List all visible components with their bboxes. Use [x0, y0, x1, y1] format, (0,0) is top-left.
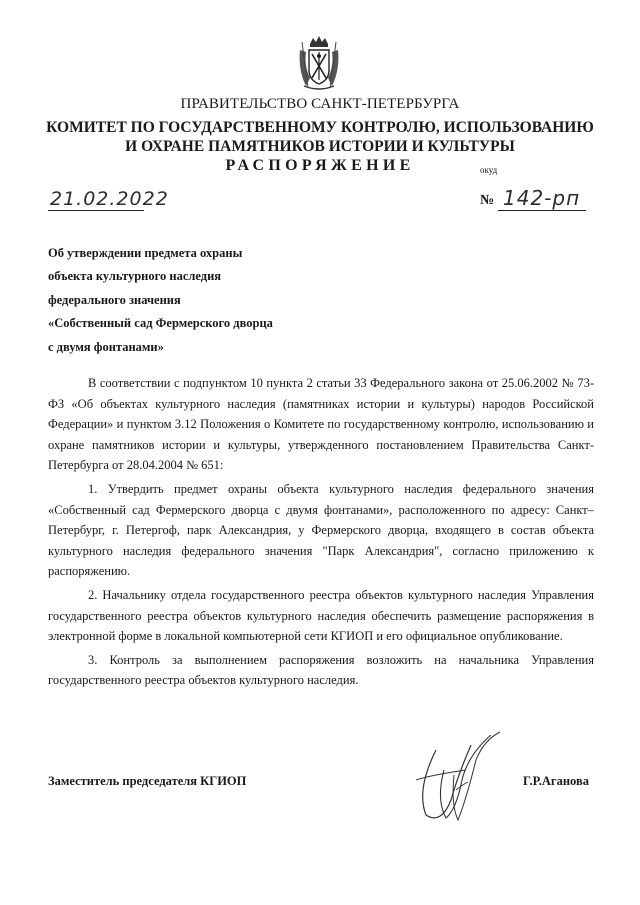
okud-label: окуд: [480, 165, 498, 175]
subject-line: федерального значения: [48, 292, 181, 307]
signatory-name: Г.Р.Аганова: [523, 774, 589, 788]
item-3-paragraph: 3. Контроль за выполнением распоряжения возложить на начальника Управления государственного реестра объектов культурного наследия.: [48, 652, 594, 688]
number-label: №: [480, 193, 495, 208]
document-number: 142-рп: [503, 186, 581, 210]
subject-line: с двумя фонтанами»: [48, 339, 164, 354]
committee-header-line1: КОМИТЕТ ПО ГОСУДАРСТВЕННОМУ КОНТРОЛЮ, ИСПОЛЬЗОВАНИЮ: [46, 119, 594, 136]
government-header: ПРАВИТЕЛЬСТВО САНКТ-ПЕТЕРБУРГА: [180, 96, 460, 112]
committee-header: [0, 118, 640, 156]
document-subject: [48, 244, 273, 361]
document-date: 21.02.2022: [50, 188, 169, 210]
coat-of-arms-icon: [296, 34, 342, 92]
signatory-title: Заместитель председателя КГИОП: [48, 774, 247, 788]
document-body: [48, 373, 594, 691]
document-type: РАСПОРЯЖЕНИЕ: [225, 157, 415, 174]
handwritten-signature: [396, 730, 506, 830]
subject-line: Об утверждении предмета охраны: [48, 246, 243, 260]
committee-header-line2: И ОХРАНЕ ПАМЯТНИКОВ ИСТОРИИ И КУЛЬТУРЫ: [125, 138, 515, 155]
item-1-paragraph: 1. Утвердить предмет охраны объекта культурного наследия федерального значения «Собственный сад Фермерского дворца с двумя фонтанами», расположенного по адресу: Санкт–Петербург, г. Петергоф, парк Александрия, у Фермерского дворца, входящего в состав объекта культурного наследия федерального значения "Парк Александрия", согласно приложению к распоряжению.: [48, 481, 594, 579]
subject-line: «Собственный сад Фермерского дворца: [48, 316, 273, 331]
preamble-paragraph: В соответствии с подпунктом 10 пункта 2 статьи 33 Федерального закона от 25.06.2002 № 73-ФЗ «Об объектах культурного наследия (памятниках истории и культуры) народов Российской Федерации» и пунктом 3.12 Положения о Комитете по государственному контролю, использованию и охране памятников истории и культуры, утвержденного постановлением Правительства Санкт-Петербурга от 28.04.2004 № 651:: [48, 376, 594, 473]
item-2-paragraph: 2. Начальнику отдела государственного реестра объектов культурного наследия Управления государственного реестра объектов культурного наследия обеспечить размещение распоряжения в электронной форме в локальной компьютерной сети КГИОП и его официальное опубликование.: [48, 587, 594, 644]
subject-line: объекта культурного наследия: [48, 269, 222, 284]
